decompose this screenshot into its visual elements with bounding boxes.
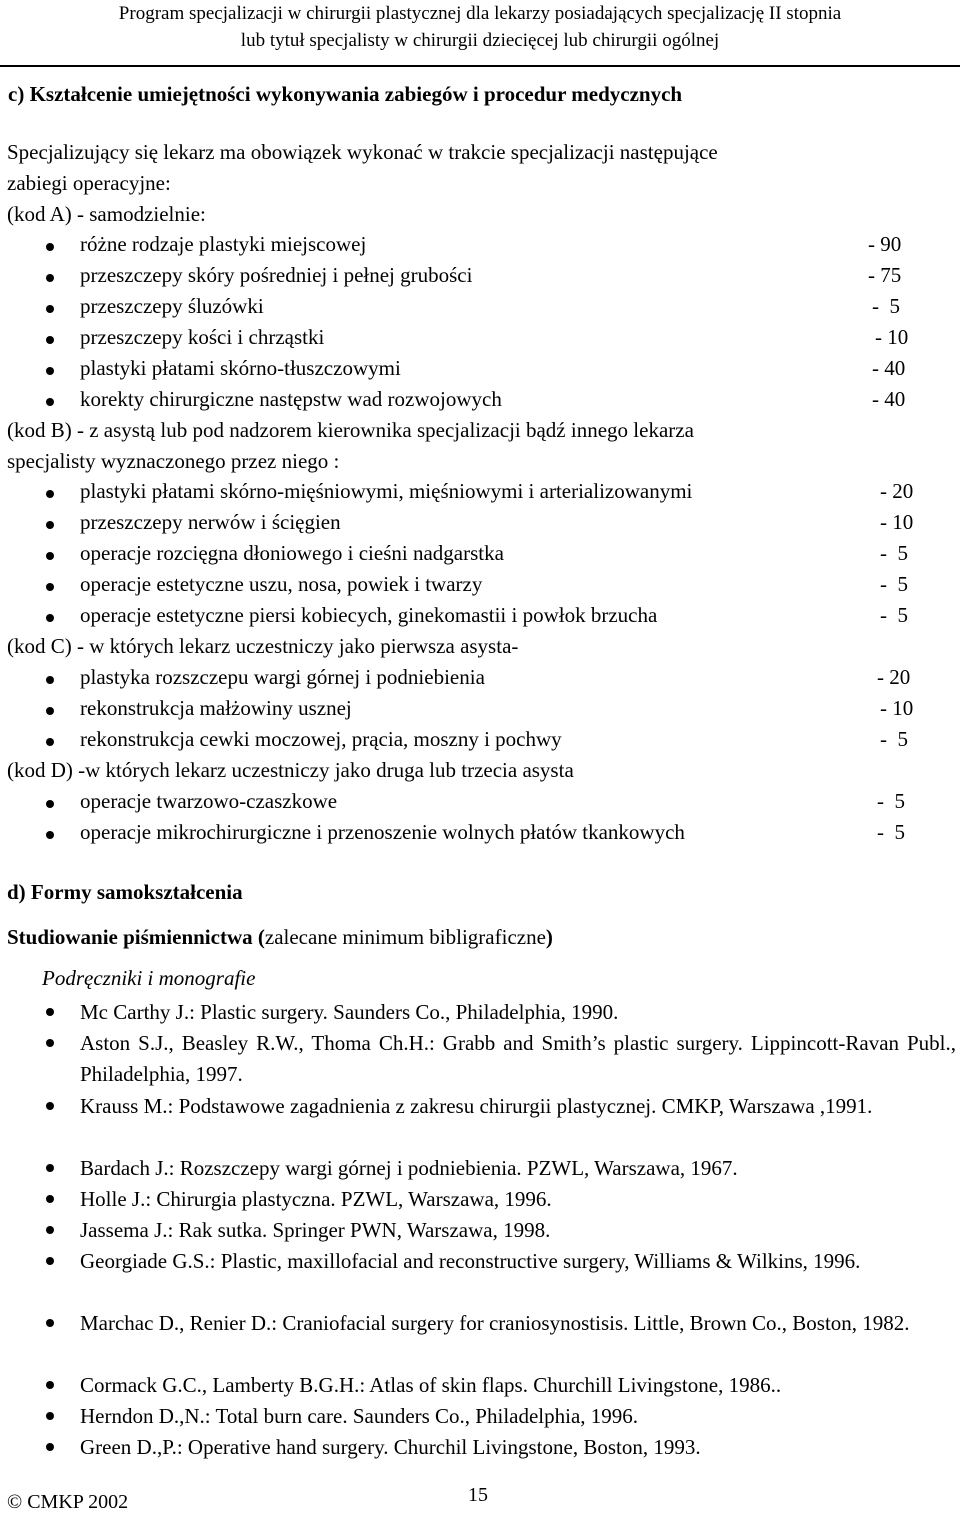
list-item	[0, 325, 960, 355]
procedure-name: przeszczepy śluzówki	[80, 294, 264, 318]
list-item	[0, 479, 960, 509]
procedure-count: - 20	[880, 479, 914, 503]
intro-line-1: Specjalizujący się lekarz ma obowiązek wykonać w trakcie specjalizacji następujące	[7, 140, 718, 164]
bullet-icon	[46, 614, 54, 622]
procedure-name: różne rodzaje plastyki miejscowej	[80, 232, 367, 256]
bullet-icon	[46, 1195, 54, 1203]
code-b-label-2: specjalisty wyznaczonego przez niego :	[7, 449, 340, 473]
bullet-icon	[46, 738, 54, 746]
procedure-count: - 5	[877, 820, 905, 844]
reference-text: Jassema J.: Rak sutka. Springer PWN, Warszawa, 1998.	[80, 1218, 551, 1242]
list-item	[0, 727, 960, 757]
list-item	[0, 294, 960, 324]
header-divider	[0, 65, 960, 67]
reference-text: Cormack G.C., Lamberty B.G.H.: Atlas of skin flaps. Churchill Livingstone, 1986..	[80, 1373, 782, 1397]
bullet-icon	[46, 336, 54, 344]
code-d-label: (kod D) -w których lekarz uczestniczy jako druga lub trzecia asysta	[7, 758, 574, 782]
header-line-2: lub tytuł specjalisty w chirurgii dziecięcej lub chirurgii ogólnej	[240, 30, 720, 51]
references-subtitle: Podręczniki i monografie	[42, 966, 256, 990]
procedure-count: - 20	[877, 665, 911, 689]
study-heading-note: zalecane minimum bibligraficzne	[264, 925, 546, 949]
procedure-count: - 5	[880, 572, 908, 596]
list-item	[0, 387, 960, 417]
bullet-icon	[46, 707, 54, 715]
list-item	[0, 603, 960, 633]
procedure-name: operacje estetyczne uszu, nosa, powiek i twarzy	[80, 572, 483, 596]
procedure-name: operacje mikrochirurgiczne i przenoszenie wolnych płatów tkankowych	[80, 820, 685, 844]
list-item	[0, 820, 960, 850]
procedure-name: przeszczepy skóry pośredniej i pełnej grubości	[80, 263, 473, 287]
list-item	[0, 263, 960, 293]
reference-text: Georgiade G.S.: Plastic, maxillofacial and reconstructive surgery, Williams & Wilkins, 1996.	[80, 1249, 861, 1273]
code-a-label: (kod A) - samodzielnie:	[7, 202, 206, 226]
bullet-icon	[46, 1039, 54, 1047]
list-item	[0, 572, 960, 602]
procedure-count: - 10	[880, 510, 914, 534]
procedure-name: rekonstrukcja cewki moczowej, prącia, moszny i pochwy	[80, 727, 562, 751]
procedure-count: - 10	[875, 325, 909, 349]
bullet-icon	[46, 521, 54, 529]
reference-text: Green D.,P.: Operative hand surgery. Churchil Livingstone, Boston, 1993.	[80, 1435, 701, 1459]
footer-copyright: © CMKP 2002	[7, 1491, 129, 1513]
procedure-name: operacje rozcięgna dłoniowego i cieśni nadgarstka	[80, 541, 504, 565]
bullet-icon	[46, 1443, 54, 1451]
procedure-count: - 5	[880, 727, 908, 751]
bullet-icon	[46, 583, 54, 591]
list-item	[0, 541, 960, 571]
procedure-name: plastyki płatami skórno-tłuszczowymi	[80, 356, 401, 380]
bullet-icon	[46, 367, 54, 375]
code-c-label: (kod C) - w których lekarz uczestniczy jako pierwsza asysta-	[7, 634, 519, 658]
header-line-1: Program specjalizacji w chirurgii plastycznej dla lekarzy posiadających specjalizację II stopnia	[118, 3, 842, 24]
bullet-icon	[46, 1008, 54, 1016]
reference-text: Marchac D., Renier D.: Craniofacial surgery for craniosynostisis. Little, Brown Co., Boston, 1982.	[80, 1311, 910, 1335]
procedure-name: rekonstrukcja małżowiny usznej	[80, 696, 352, 720]
bullet-icon	[46, 552, 54, 560]
procedure-count: - 5	[877, 789, 905, 813]
procedure-count: - 5	[872, 294, 900, 318]
reference-text: Krauss M.: Podstawowe zagadnienia z zakresu chirurgii plastycznej. CMKP, Warszawa ,1991.	[80, 1094, 873, 1118]
study-heading-close: )	[545, 925, 553, 949]
bullet-icon	[46, 1412, 54, 1420]
bullet-icon	[46, 676, 54, 684]
procedure-count: - 5	[880, 603, 908, 627]
reference-text: Holle J.: Chirurgia plastyczna. PZWL, Warszawa, 1996.	[80, 1187, 552, 1211]
bullet-icon	[46, 274, 54, 282]
list-item	[0, 696, 960, 726]
bullet-icon	[46, 1102, 54, 1110]
procedure-name: korekty chirurgiczne następstw wad rozwojowych	[80, 387, 502, 411]
bullet-icon	[46, 398, 54, 406]
bullet-icon	[46, 1381, 54, 1389]
list-item	[0, 789, 960, 819]
study-heading-bold: Studiowanie piśmiennictwa (	[7, 925, 265, 949]
list-item	[0, 665, 960, 695]
reference-text: Bardach J.: Rozszczepy wargi górnej i podniebienia. PZWL, Warszawa, 1967.	[80, 1156, 738, 1180]
procedure-count: - 40	[872, 356, 906, 380]
procedure-count: - 10	[880, 696, 914, 720]
procedure-name: operacje twarzowo-czaszkowe	[80, 789, 338, 813]
list-item	[0, 232, 960, 262]
intro-line-2: zabiegi operacyjne:	[7, 171, 171, 195]
code-b-label-1: (kod B) - z asystą lub pod nadzorem kierownika specjalizacji bądź innego lekarza	[7, 418, 694, 442]
bullet-icon	[46, 1164, 54, 1172]
page-number: 15	[468, 1484, 488, 1506]
procedure-name: operacje estetyczne piersi kobiecych, ginekomastii i powłok brzucha	[80, 603, 658, 627]
bullet-icon	[46, 831, 54, 839]
study-heading	[7, 925, 553, 950]
procedure-name: plastyka rozszczepu wargi górnej i podniebienia	[80, 665, 485, 689]
list-item	[0, 510, 960, 540]
list-item	[0, 356, 960, 386]
reference-text: Mc Carthy J.: Plastic surgery. Saunders Co., Philadelphia, 1990.	[80, 1000, 619, 1024]
reference-text: Herndon D.,N.: Total burn care. Saunders Co., Philadelphia, 1996.	[80, 1404, 639, 1428]
procedure-name: przeszczepy kości i chrząstki	[80, 325, 325, 349]
bullet-icon	[46, 243, 54, 251]
reference-text: Aston S.J., Beasley R.W., Thoma Ch.H.: Grabb and Smith’s plastic surgery. Lippincott-Ravan Publ., Philadelphia, 1997.	[80, 1031, 956, 1086]
procedure-name: plastyki płatami skórno-mięśniowymi, mięśniowymi i arterializowanymi	[80, 479, 693, 503]
procedure-count: - 90	[868, 232, 902, 256]
section-d-title: d) Formy samokształcenia	[7, 880, 243, 904]
procedure-count: - 75	[868, 263, 902, 287]
page-header	[0, 0, 960, 54]
bullet-icon	[46, 1319, 54, 1327]
procedure-count: - 40	[872, 387, 906, 411]
procedure-count: - 5	[880, 541, 908, 565]
bullet-icon	[46, 800, 54, 808]
bullet-icon	[46, 490, 54, 498]
bullet-icon	[46, 305, 54, 313]
bullet-icon	[46, 1226, 54, 1234]
section-c-title: c) Kształcenie umiejętności wykonywania zabiegów i procedur medycznych	[8, 82, 683, 106]
bullet-icon	[46, 1257, 54, 1265]
procedure-name: przeszczepy nerwów i ścięgien	[80, 510, 341, 534]
